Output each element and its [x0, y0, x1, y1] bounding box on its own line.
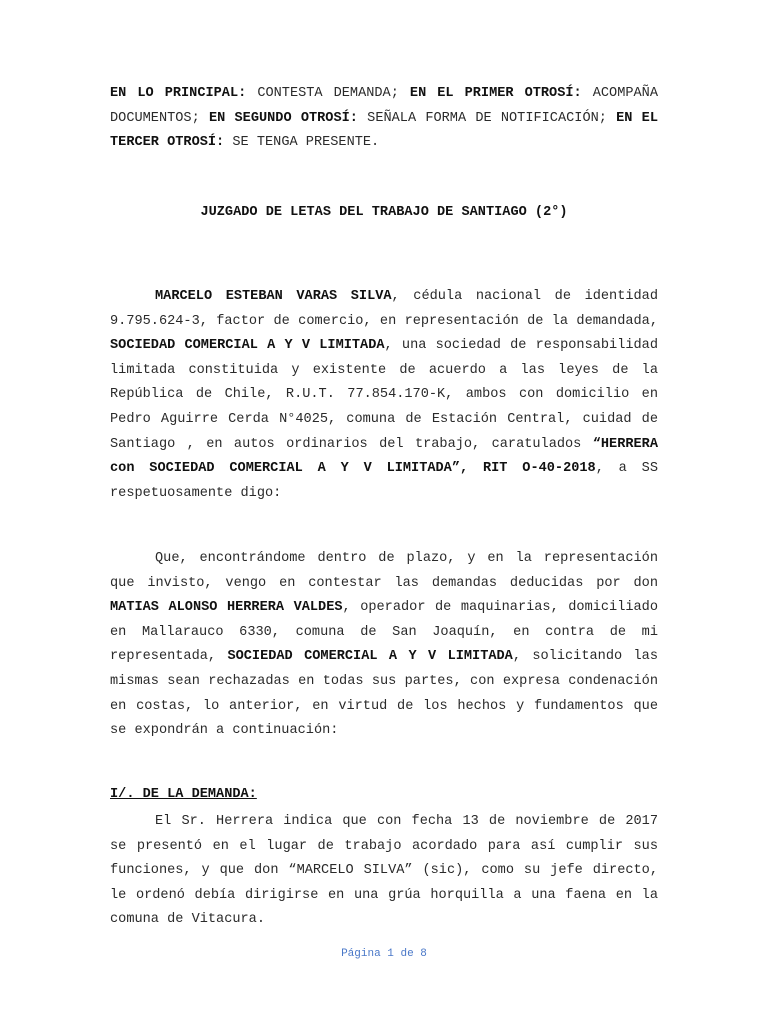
company-name: SOCIEDAD COMERCIAL A Y V LIMITADA — [227, 649, 513, 665]
heading-summary — [110, 82, 658, 156]
paragraph-text: , operador de maquinarias, domiciliado en Mallarauco 6330, comuna de San Joaquín, en contra de mi representada, — [110, 600, 658, 665]
page-number: Página 1 de 8 — [341, 948, 427, 960]
paragraph-appearance — [110, 285, 658, 506]
second-otrosi-label: EN SEGUNDO OTROSÍ: — [208, 110, 358, 126]
court-heading: JUZGADO DE LETAS DEL TRABAJO DE SANTIAGO (2°) — [200, 205, 568, 220]
paragraph-text: , una sociedad de responsabilidad limitada constituida y existente de acuerdo a las leyes de la República de Chile, R.U.T. 77.854.170-K, ambos con domicilio en Pedro Aguirre Cerda N°4025, comuna de Estación Central, cuidad de Santiago , en autos ordinarios del trabajo, caratulados — [110, 338, 658, 452]
third-otrosi-text: SE TENGA PRESENTE. — [224, 135, 380, 151]
paragraph-text: Que, encontrándome dentro de plazo, y en la representación que invisto, vengo en contestar las demandas deducidas por don — [110, 551, 658, 591]
principal-label: EN LO PRINCIPAL: — [110, 86, 247, 101]
company-name: SOCIEDAD COMERCIAL A Y V LIMITADA — [110, 338, 385, 354]
paragraph-facts — [110, 810, 658, 933]
principal-text: CONTESTA DEMANDA; — [246, 86, 410, 101]
paragraph-text: , cédula nacional de identidad 9.795.624-3, factor de comercio, en representación de la demandada, — [110, 289, 658, 329]
paragraph-text: , solicitando las mismas sean rechazadas en todas sus partes, con expresa condenación en costas, lo anterior, en virtud de los hechos y fundamentos que se expondrán a continuación: — [110, 649, 658, 739]
representative-name: MARCELO ESTEBAN VARAS SILVA — [155, 289, 392, 304]
case-caption: “HERRERA con SOCIEDAD COMERCIAL A Y V LIMITADA”, RIT O-40-2018 — [110, 436, 658, 477]
second-otrosi-text: SEÑALA FORMA DE NOTIFICACIÓN; — [357, 110, 617, 126]
paragraph-answer — [110, 547, 658, 744]
plaintiff-name: MATIAS ALONSO HERRERA VALDES — [110, 600, 343, 616]
third-otrosi-label: EN EL TERCER OTROSÍ: — [110, 110, 658, 151]
section-title: I/. DE LA DEMANDA: — [110, 787, 257, 802]
paragraph-text: El Sr. Herrera indica que con fecha 13 de noviembre de 2017 se presentó en el lugar de trabajo acordado para así cumplir sus funciones, y que don “MARCELO SILVA” (sic), como su jefe directo, le ordenó debía dirigirse en una grúa horquilla a una faena en la comuna de Vitacura. — [110, 814, 658, 928]
paragraph-text: , a SS respetuosamente digo: — [110, 461, 658, 501]
first-otrosi-label: EN EL PRIMER OTROSÍ: — [409, 86, 582, 101]
first-otrosi-text: ACOMPAÑA DOCUMENTOS; — [110, 86, 658, 126]
